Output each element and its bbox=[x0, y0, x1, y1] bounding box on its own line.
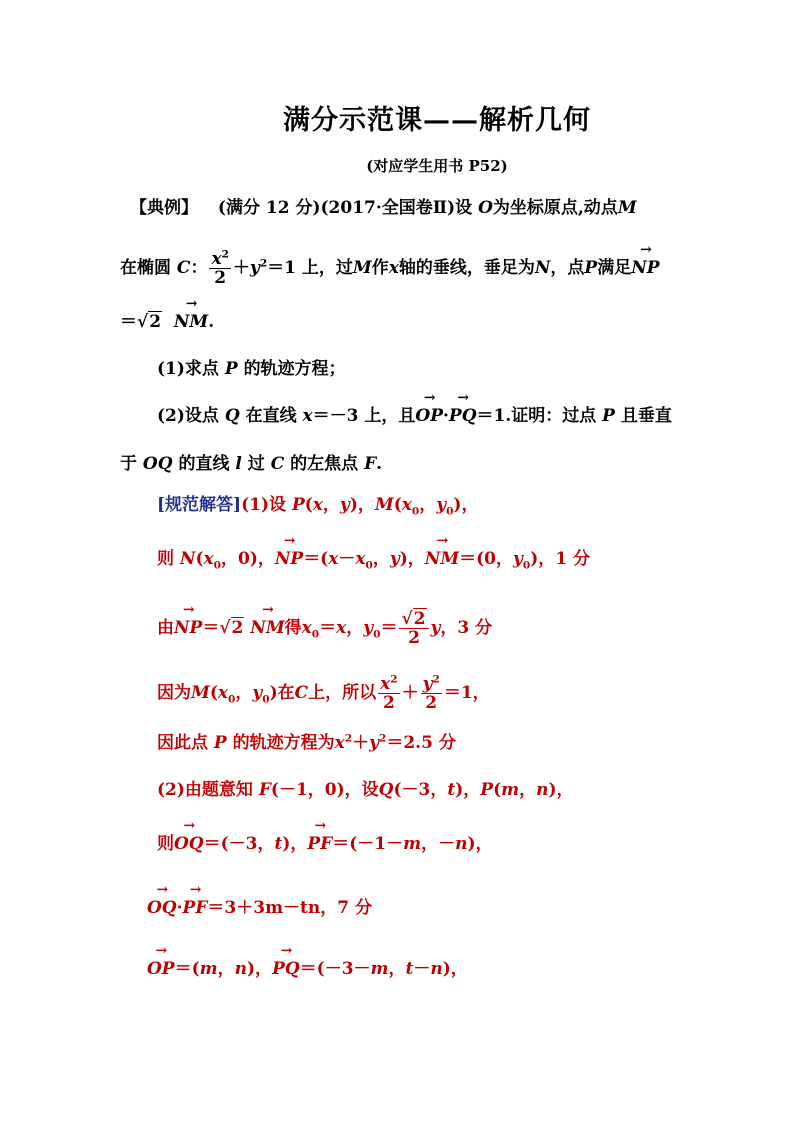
solution-line-7: 则→ OQ＝(－3，t)，→ PF＝(－1－m，－n)， bbox=[157, 833, 493, 855]
example-source: (满分 12 分)(2017·全国卷Ⅱ)设 bbox=[217, 198, 473, 218]
page-title: 满分示范课——解析几何 bbox=[283, 105, 591, 136]
problem-part-2: (2)设点 Q 在直线 x＝－3 上，且→ OP·→ PQ＝1.证明：过点 P 且垂直 bbox=[157, 405, 672, 427]
solution-line-4: 因为$M(x_0$，$y_0$)在C上，所以 $\frac{x^2}{2}$ ＋ $\frac{y^2}{2}$ ＝1， bbox=[157, 673, 490, 713]
problem-part-1: (1)求点 P 的轨迹方程； bbox=[157, 359, 346, 379]
problem-part-2-line-2: 于 OQ 的直线 l 过 C 的左焦点 F. bbox=[120, 454, 383, 474]
solution-tag: [规范解答] bbox=[157, 495, 242, 515]
solution-line-6: (2)由题意知 F(－1，0)，设Q(－3，t)，P(m，n)， bbox=[157, 780, 574, 800]
fraction: $\frac{x^2}{2}$ bbox=[211, 248, 229, 288]
solution-line-5: 因此点 P 的轨迹方程为$x^2+y^2=2.5$ 分 bbox=[157, 732, 456, 753]
solution-line-9: → OP＝(m，n)，→ PQ＝(－3－m，t－n)， bbox=[147, 958, 468, 980]
book-reference: (对应学生用书 P52) bbox=[366, 157, 508, 175]
problem-line-1: 【典例】 (满分 12 分)(2017·全国卷Ⅱ)设 O为坐标原点,动点M bbox=[130, 198, 637, 218]
solution-line-3: 由→ NP＝√2 → NM得$x_0=x$，$y_0=$ $\frac{√2}{2}$ y，3 分 bbox=[157, 610, 492, 647]
solution-line-8: → OQ·→ PF＝3＋3m－tn，7 分 bbox=[147, 897, 372, 919]
solution-line-2: 则 $N(x_0$，0)，→ $NP=(x-x_0$，y)，→ NM＝(0，$y_0$)，1 分 bbox=[157, 548, 590, 570]
solution-line-1: [规范解答](1)设 P(x，y)，$M(x_0$，$y_0$)， bbox=[157, 495, 479, 518]
problem-line-3: ＝√2 → NM. bbox=[120, 311, 214, 333]
example-tag: 【典例】 bbox=[130, 198, 198, 218]
problem-line-2: 在椭圆 C： $\frac{x^2}{2}$ $+y^2=1$ 上，过M作x轴的垂线，垂足为N，点P满足→ NP bbox=[120, 250, 660, 287]
